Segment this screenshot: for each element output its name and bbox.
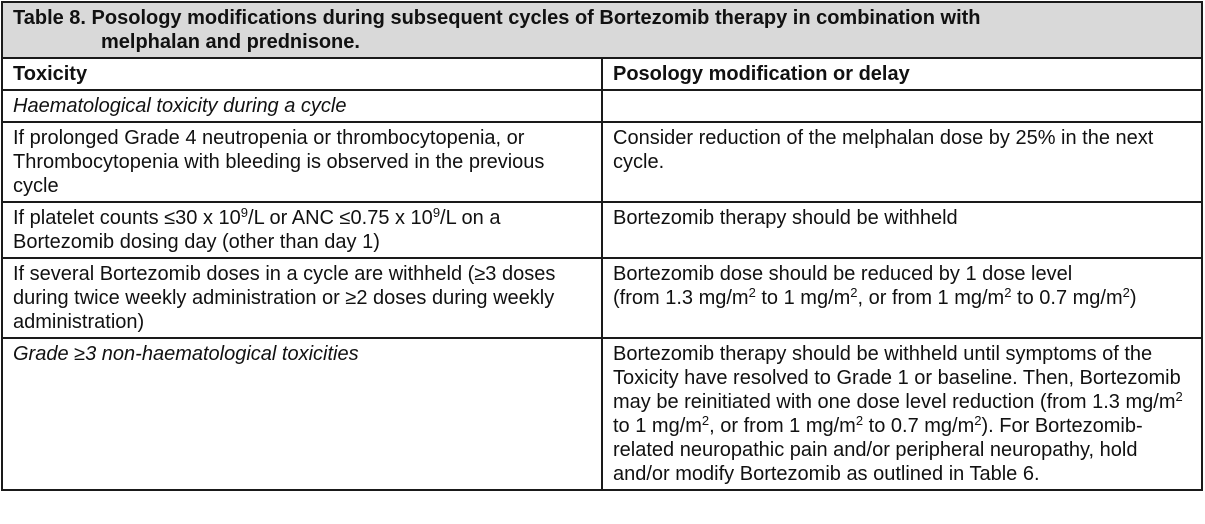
row-5-sup-2: 2 [701, 413, 710, 428]
row-3-modification: Bortezomib therapy should be withheld [602, 202, 1202, 258]
row-3-toxicity [2, 202, 602, 258]
row-3-sup-2: 9 [432, 205, 441, 220]
row-2-modification: Consider reduction of the melphalan dose by 25% in the next cycle. [602, 122, 1202, 202]
row-5-sup-3: 2 [855, 413, 864, 428]
caption-row [2, 2, 1202, 58]
row-4-text-d: , or from 1 mg/m [857, 287, 1005, 309]
row-3-text-a: If platelet counts ≤30 x 10 [13, 207, 241, 229]
table-row [2, 122, 1202, 202]
table-row [2, 338, 1202, 490]
row-4-sup-4: 2 [1122, 285, 1130, 300]
header-posology: Posology modification or delay [602, 58, 1202, 90]
row-4-text-e: to 0.7 mg/m [1011, 287, 1123, 309]
row-5-toxicity: Grade ≥3 non-haematological toxicities [2, 338, 602, 490]
table-row [2, 258, 1202, 338]
row-5-sup-1: 2 [1175, 389, 1183, 404]
row-4-toxicity: If several Bortezomib doses in a cycle are withheld (≥3 doses during twice weekly administration or ≥2 doses during weekly administration) [2, 258, 602, 338]
row-3-text-c: /L on a Bortezomib dosing day (other than day 1) [13, 207, 501, 253]
table-row [2, 90, 1202, 122]
caption-line-1: Table 8. Posology modifications during subsequent cycles of Bortezomib therapy in combination with [13, 7, 981, 29]
table-caption [2, 2, 1202, 58]
row-4-modification [602, 258, 1202, 338]
table-row [2, 202, 1202, 258]
row-5-modification [602, 338, 1202, 490]
row-1-toxicity: Haematological toxicity during a cycle [2, 90, 602, 122]
row-4-text-c: to 1 mg/m [755, 287, 851, 309]
row-1-modification [602, 90, 1202, 122]
header-toxicity: Toxicity [2, 58, 602, 90]
row-4-text-f: ) [1129, 287, 1137, 309]
row-5-text-e: ). For Bortezomib-related neuropathic pain and/or peripheral neuropathy, hold and/or modify Bortezomib as outlined in Table 6. [613, 415, 1143, 485]
row-4-sup-1: 2 [748, 285, 756, 300]
row-5-text-a: Bortezomib therapy should be withheld until symptoms of the Toxicity have resolved to Grade 1 or baseline. Then, Bortezomib may be reinitiated with one dose level reduction (from 1.3 mg/m [613, 343, 1181, 413]
caption-line-2: melphalan and prednisone. [101, 31, 360, 53]
row-5-text-c: , or from 1 mg/m [709, 415, 856, 437]
row-4-sup-3: 2 [1004, 285, 1012, 300]
row-2-toxicity: If prolonged Grade 4 neutropenia or thrombocytopenia, or Thrombocytopenia with bleeding is observed in the previous cycle [2, 122, 602, 202]
row-5-text-d: to 0.7 mg/m [863, 415, 975, 437]
header-row [2, 58, 1202, 90]
row-4-sup-2: 2 [850, 285, 858, 300]
row-3-sup-1: 9 [240, 205, 249, 220]
row-5-text-b: to 1 mg/m [613, 415, 702, 437]
posology-table [1, 1, 1203, 491]
row-4-text-a: Bortezomib dose should be reduced by 1 dose level [613, 263, 1073, 285]
row-4-text-b: (from 1.3 mg/m [613, 287, 749, 309]
row-3-text-b: /L or ANC ≤0.75 x 10 [248, 207, 433, 229]
row-5-sup-4: 2 [974, 413, 982, 428]
